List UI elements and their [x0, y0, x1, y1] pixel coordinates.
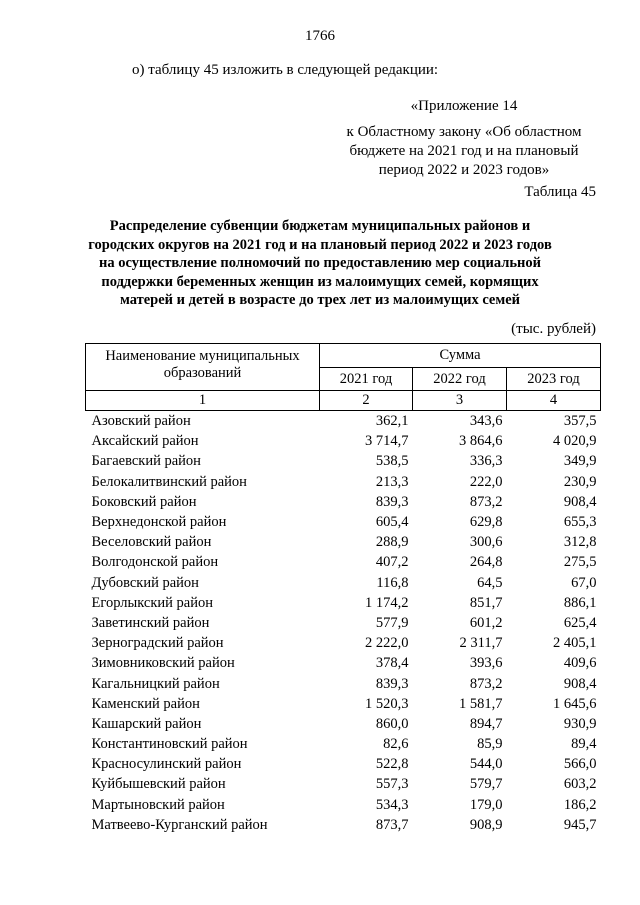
header-year-2021: 2021 год — [320, 368, 413, 391]
amount-2021: 213,3 — [375, 473, 409, 490]
amount-2021: 577,9 — [375, 614, 409, 631]
amount-2022: 343,6 — [469, 413, 503, 430]
amount-2021: 873,7 — [375, 816, 409, 833]
intro-text: о) таблицу 45 изложить в следующей редакции: — [132, 62, 439, 78]
amount-2023: 908,4 — [563, 493, 597, 510]
municipality-name: Мартыновский район — [91, 796, 225, 813]
amount-2021: 1 520,3 — [365, 695, 409, 712]
amount-2021: 538,5 — [375, 453, 409, 470]
municipality-name: Волгодонской район — [91, 554, 219, 571]
header-year-2022: 2022 год — [413, 368, 507, 391]
table-row — [86, 492, 601, 512]
header-municipality: Наименование муниципальных образований — [86, 344, 320, 391]
amount-2023: 186,2 — [563, 796, 597, 813]
amount-2021: 378,4 — [375, 655, 409, 672]
amount-2023: 945,7 — [563, 816, 597, 833]
amount-2021: 1 174,2 — [365, 594, 409, 611]
municipality-name: Куйбышевский район — [91, 776, 226, 793]
amount-2021: 288,9 — [375, 534, 409, 551]
table-row — [86, 472, 601, 492]
amount-2021: 522,8 — [375, 756, 409, 773]
amount-2021: 839,3 — [375, 675, 409, 692]
appendix-reference: к Областному закону «Об областном бюджете на 2021 год и на плановый период 2022 и 2023 годов» — [346, 124, 582, 178]
amount-2023: 625,4 — [563, 614, 597, 631]
municipality-name: Зерноградский район — [91, 635, 224, 652]
amount-2023: 409,6 — [563, 655, 597, 672]
amount-2023: 886,1 — [563, 594, 597, 611]
amount-2022: 2 311,7 — [459, 635, 503, 652]
amount-2021: 3 714,7 — [365, 433, 409, 450]
subvention-table — [85, 343, 601, 835]
municipality-name: Аксайский район — [91, 433, 199, 450]
units-label: (тыс. рублей) — [511, 321, 596, 337]
amount-2022: 579,7 — [469, 776, 503, 793]
amount-2023: 230,9 — [563, 473, 597, 490]
table-body — [86, 411, 601, 835]
column-index-3: 3 — [413, 391, 507, 411]
municipality-name: Боковский район — [91, 493, 197, 510]
amount-2022: 85,9 — [477, 736, 503, 753]
amount-2023: 908,4 — [563, 675, 597, 692]
amount-2023: 566,0 — [563, 756, 597, 773]
table-row — [86, 653, 601, 673]
municipality-name: Кашарский район — [91, 715, 202, 732]
amount-2023: 4 020,9 — [553, 433, 597, 450]
amount-2021: 362,1 — [375, 413, 409, 430]
amount-2023: 2 405,1 — [553, 635, 597, 652]
amount-2023: 89,4 — [571, 736, 597, 753]
amount-2021: 407,2 — [375, 554, 409, 571]
amount-2023: 349,9 — [563, 453, 597, 470]
table-row — [86, 431, 601, 451]
municipality-name: Красносулинский район — [91, 756, 242, 773]
municipality-name: Багаевский район — [91, 453, 201, 470]
amount-2022: 1 581,7 — [459, 695, 503, 712]
municipality-name: Азовский район — [91, 413, 191, 430]
header-sum: Сумма — [320, 344, 601, 368]
amount-2022: 179,0 — [469, 796, 503, 813]
amount-2023: 275,5 — [563, 554, 597, 571]
header-year-2023: 2023 год — [507, 368, 601, 391]
municipality-name: Кагальницкий район — [91, 675, 220, 692]
column-index-1: 1 — [86, 391, 320, 411]
table-label: Таблица 45 — [524, 184, 596, 200]
amount-2022: 851,7 — [469, 594, 503, 611]
table-row — [86, 411, 601, 432]
amount-2022: 629,8 — [469, 514, 503, 531]
amount-2023: 357,5 — [563, 413, 597, 430]
amount-2022: 601,2 — [469, 614, 503, 631]
municipality-name: Дубовский район — [91, 574, 199, 591]
amount-2023: 655,3 — [563, 514, 597, 531]
amount-2022: 894,7 — [469, 715, 503, 732]
municipality-name: Заветинский район — [91, 614, 210, 631]
amount-2021: 557,3 — [375, 776, 409, 793]
municipality-name: Константиновский район — [91, 736, 248, 753]
document-title: Распределение субвенции бюджетам муниципальных районов и городских округов на 2021 год и на плановый период 2022 и 2023 годов на осуществление полномочий по предоставлению мер социальной поддержки беременных женщин из малоимущих семей, кормящих матерей и детей в возрасте до трех лет из малоимущих семей — [88, 218, 552, 309]
page-number: 1766 — [305, 28, 335, 44]
amount-2023: 1 645,6 — [553, 695, 597, 712]
amount-2022: 393,6 — [469, 655, 503, 672]
amount-2022: 300,6 — [469, 534, 503, 551]
municipality-name: Веселовский район — [91, 534, 212, 551]
amount-2022: 222,0 — [469, 473, 503, 490]
table-row — [86, 795, 601, 815]
amount-2023: 930,9 — [563, 715, 597, 732]
amount-2022: 873,2 — [469, 493, 503, 510]
amount-2022: 873,2 — [469, 675, 503, 692]
amount-2021: 605,4 — [375, 514, 409, 531]
municipality-name: Матвеево-Курганский район — [91, 816, 268, 833]
municipality-name: Зимовниковский район — [91, 655, 235, 672]
column-index-2: 2 — [320, 391, 413, 411]
amount-2023: 603,2 — [563, 776, 597, 793]
amount-2023: 312,8 — [563, 534, 597, 551]
table-row — [86, 734, 601, 754]
table-row — [86, 774, 601, 794]
amount-2021: 116,8 — [376, 574, 409, 591]
amount-2022: 264,8 — [469, 554, 503, 571]
amount-2022: 3 864,6 — [459, 433, 503, 450]
column-index-4: 4 — [507, 391, 601, 411]
amount-2022: 908,9 — [469, 816, 503, 833]
table-row — [86, 694, 601, 714]
table-row — [86, 573, 601, 593]
appendix-heading: «Приложение 14 — [410, 98, 518, 114]
table-row — [86, 512, 601, 532]
table-row — [86, 552, 601, 572]
table-row — [86, 633, 601, 653]
amount-2021: 839,3 — [375, 493, 409, 510]
table-row — [86, 593, 601, 613]
table-row — [86, 532, 601, 552]
amount-2021: 2 222,0 — [365, 635, 409, 652]
table-row — [86, 714, 601, 734]
table-row — [86, 673, 601, 693]
municipality-name: Егорлыкский район — [91, 594, 213, 611]
amount-2022: 544,0 — [469, 756, 503, 773]
municipality-name: Верхнедонской район — [91, 514, 227, 531]
amount-2021: 534,3 — [375, 796, 409, 813]
table-row — [86, 815, 601, 835]
table-row — [86, 613, 601, 633]
amount-2021: 860,0 — [375, 715, 409, 732]
table-row — [86, 754, 601, 774]
amount-2021: 82,6 — [383, 736, 409, 753]
table-row — [86, 451, 601, 471]
municipality-name: Белокалитвинский район — [91, 473, 247, 490]
amount-2022: 64,5 — [477, 574, 503, 591]
municipality-name: Каменский район — [91, 695, 200, 712]
amount-2022: 336,3 — [469, 453, 503, 470]
amount-2023: 67,0 — [571, 574, 597, 591]
